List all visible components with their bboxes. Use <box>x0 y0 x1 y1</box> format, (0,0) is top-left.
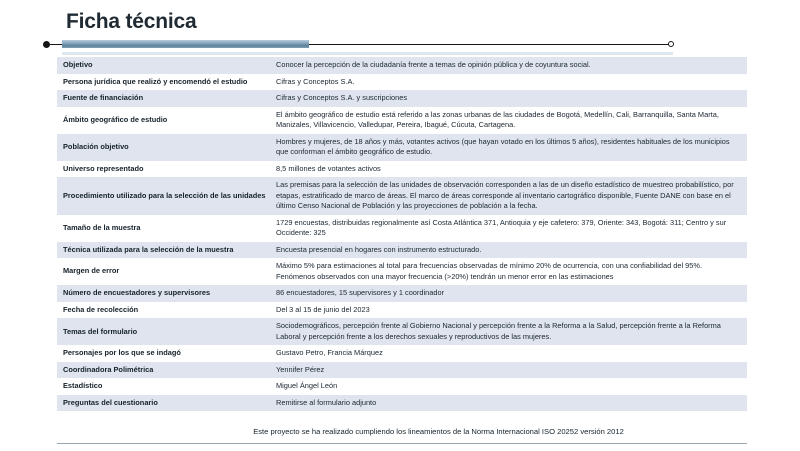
table-row <box>57 74 747 91</box>
row-value: Del 3 al 15 de junio del 2023 <box>276 304 370 314</box>
table-row <box>57 362 747 379</box>
table-row <box>57 215 747 242</box>
page-header <box>0 0 800 48</box>
table-row <box>57 302 747 319</box>
row-value: 1729 encuestas, distribuidas regionalmente así Costa Atlántica 371, Antioquia y eje cafetero: 379, Oriente: 343, Bogotá: 311; Centro y sur Occidente: 325 <box>276 217 727 238</box>
table-row <box>57 57 747 74</box>
row-label: Población objetivo <box>63 141 129 151</box>
table-row <box>57 285 747 302</box>
footer-note: Este proyecto se ha realizado cumpliendo los lineamientos de la Norma Internacional ISO 20252 versión 2012 <box>130 427 747 436</box>
row-value: Sociodemográficos, percepción frente al Gobierno Nacional y percepción frente a la Reforma a la Salud, percepción frente a la Reforma Laboral y percepción frente a los derechos sexuales y reproductivos de las mujeres. <box>276 321 721 341</box>
row-value: Yennifer Pérez <box>276 364 325 374</box>
table-row <box>57 395 747 412</box>
row-value: 8,5 millones de votantes activos <box>276 163 381 173</box>
row-value: Hombres y mujeres, de 18 años y más, votantes activos (que hayan votado en los últimos 5 años), residentes habituales de los municipios que conforman el ámbito geográfico de estudio. <box>276 136 730 157</box>
row-value: Las premisas para la selección de las unidades de observación corresponden a las de un diseño estadístico de muestreo probabilístico, por etapas, estratificado de marco de áreas. El marco de áreas corresponde al inventario cartográfico disponible, Fuente DANE con base en el último Censo Nacional de Población y las proyecciones de población a la fecha. <box>276 180 734 211</box>
header-accent-bar <box>62 40 309 48</box>
row-label: Persona jurídica que realizó y encomendó el estudio <box>63 76 248 86</box>
row-value: Gustavo Petro, Francia Márquez <box>276 348 383 358</box>
rule-right-dot-icon <box>668 41 674 47</box>
row-label: Coordinadora Polimétrica <box>63 364 154 374</box>
table-row <box>57 107 747 134</box>
row-value: Máximo 5% para estimaciones al total para frecuencias observadas de mínimo 20% de ocurrencia, con una confiabilidad del 95%. Fenómenos observados con una mayor frecuencia (>20%) tendrán un menor error en las estimaciones <box>276 261 703 281</box>
table-row <box>57 177 747 215</box>
ficha-tecnica-table <box>57 57 747 411</box>
row-label: Número de encuestadores y supervisores <box>63 288 211 298</box>
row-label: Universo representado <box>63 163 144 173</box>
table-row <box>57 90 747 107</box>
row-label: Personajes por los que se indagó <box>63 348 181 358</box>
row-value: Cifras y Conceptos S.A. y suscripciones <box>276 93 408 103</box>
row-value: Encuesta presencial en hogares con instrumento estructurado. <box>276 244 482 254</box>
row-label: Objetivo <box>63 60 93 69</box>
table-row <box>57 134 747 161</box>
row-value: Cifras y Conceptos S.A. <box>276 76 355 86</box>
row-label: Temas del formulario <box>63 326 138 336</box>
table-row <box>57 161 747 178</box>
row-label: Técnica utilizada para la selección de la muestra <box>63 244 234 254</box>
row-label: Fecha de recolección <box>63 304 139 314</box>
table-row <box>57 345 747 362</box>
footer-divider <box>57 443 747 444</box>
table-row <box>57 258 747 285</box>
row-value: Conocer la percepción de la ciudadanía frente a temas de opinión pública y de coyuntura social. <box>276 60 591 69</box>
table-row <box>57 242 747 259</box>
row-label: Procedimiento utilizado para la selección de las unidades <box>63 190 266 200</box>
table-row <box>57 378 747 395</box>
row-label: Margen de error <box>63 266 120 276</box>
row-value: Remitirse al formulario adjunto <box>276 397 377 407</box>
row-label: Fuente de financiación <box>63 93 144 103</box>
row-label: Estadístico <box>63 381 103 391</box>
row-value: El ámbito geográfico de estudio está referido a las zonas urbanas de las ciudades de Bogotá, Medellín, Cali, Barranquilla, Santa Marta, Manizales, Villavicencio, Valledupar, Pereira, Ibagué, Cúcuta, Cartagena. <box>276 109 719 130</box>
row-label: Ámbito geográfico de estudio <box>63 114 168 124</box>
page-title: Ficha técnica <box>66 10 197 33</box>
table-row <box>57 318 747 345</box>
row-value: 86 encuestadores, 15 supervisores y 1 coordinador <box>276 288 445 298</box>
header-underbar <box>62 52 673 55</box>
row-label: Preguntas del cuestionario <box>63 397 158 407</box>
row-label: Tamaño de la muestra <box>63 222 141 232</box>
row-value: Miguel Ángel León <box>276 381 338 391</box>
